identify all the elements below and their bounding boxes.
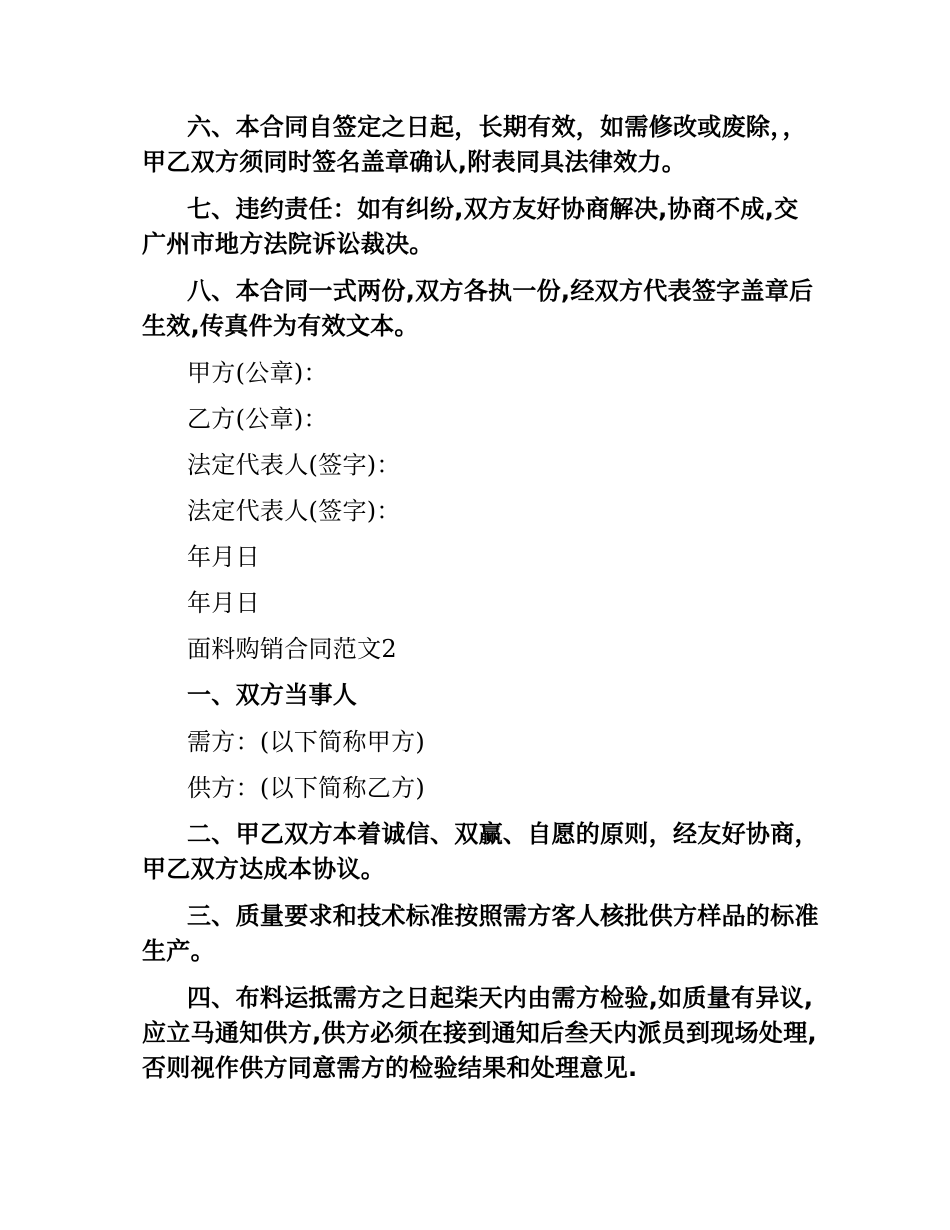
clause-4-inspection: 四、布料运抵需方之日起柒天内由需方检验,如质量有异议,应立马通知供方,供方必须在接到通知后叁天内派员到现场处理,否则视作供方同意需方的检验结果和处理意见. [142, 984, 817, 1082]
clause-8-copies: 八、本合同一式两份,双方各执一份,经双方代表签字盖章后生效,传真件为有效文本。 [142, 277, 814, 340]
clause-2-principle: 二、甲乙双方本着诚信、双赢、自愿的原则，经友好协商，甲乙双方达成本协议。 [142, 820, 819, 883]
legal-rep-signature-line-b: 法定代表人(签字)： [187, 497, 401, 525]
clause-3-quality: 三、质量要求和技术标准按照需方客人核批供方样品的标准生产。 [142, 902, 819, 965]
clause-7-liability: 七、违约责任：如有纠纷,双方友好协商解决,协商不成,交广州市地方法院诉讼裁决。 [142, 195, 799, 258]
clause-1-parties: 一、双方当事人 [187, 681, 358, 709]
document-page [142, 110, 822, 1098]
party-b-seal-line: 乙方(公章)： [187, 405, 328, 433]
supplier-line: 供方：(以下简称乙方) [187, 774, 426, 802]
buyer-line: 需方：(以下简称甲方) [187, 728, 426, 756]
date-line-a: 年月日 [187, 543, 260, 571]
party-a-seal-line: 甲方(公章)： [187, 359, 328, 387]
clause-6-validity: 六、本合同自签定之日起，长期有效，如需修改或废除，，甲乙双方须同时签名盖章确认,附表同具法律效力。 [142, 113, 807, 176]
section-title-sample-2: 面料购销合同范文2 [187, 635, 397, 663]
date-line-b: 年月日 [187, 589, 260, 617]
legal-rep-signature-line-a: 法定代表人(签字)： [187, 451, 401, 479]
